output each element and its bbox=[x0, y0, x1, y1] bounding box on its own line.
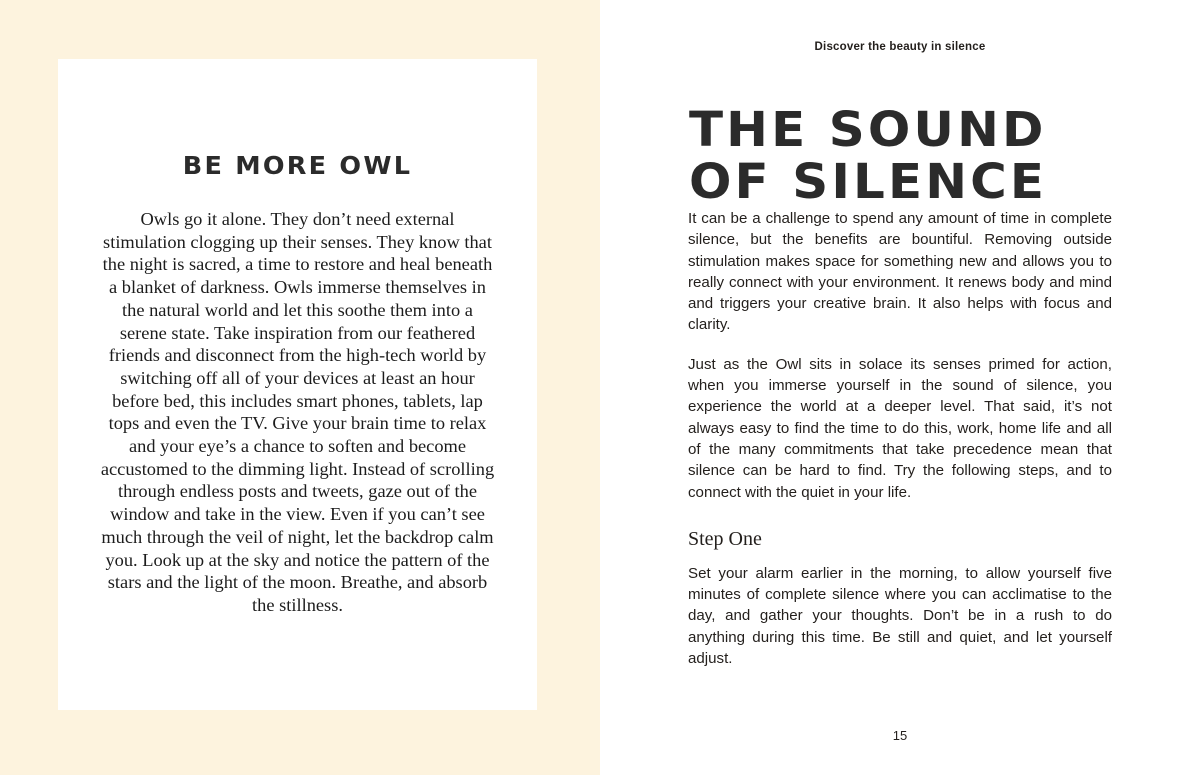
chapter-title-line-1: THE SOUND bbox=[689, 102, 1047, 159]
callout-card bbox=[58, 59, 537, 710]
body-paragraph-2: Just as the Owl sits in solace its senses primed for action, when you immerse yourself in the sound of silence, you experience the world at a deeper level. That said, it’s not always easy to find the time to do this, work, home life and all of the many commitments that take precedence mean that silence can be hard to find. Try the following steps, and to connect with the quiet in your life. bbox=[688, 355, 1112, 501]
callout-heading: BE MORE OWL bbox=[182, 151, 413, 180]
body-column bbox=[688, 208, 1112, 669]
body-paragraph-1: It can be a challenge to spend any amount of time in complete silence, but the benefits are bountiful. Removing outside stimulation makes space for something new and allows you to really connect with your environment. It renews body and mind and triggers your creative brain. It also helps with focus and clarity. bbox=[688, 210, 1112, 334]
right-page bbox=[600, 0, 1200, 775]
chapter-title-line-2: OF SILENCE bbox=[689, 154, 1048, 211]
section-subheading: Step One bbox=[688, 527, 762, 550]
running-head: Discover the beauty in silence bbox=[814, 41, 986, 53]
body-paragraph-3: Set your alarm earlier in the morning, to allow yourself five minutes of complete silence where you can acclimatise to the day, and gather your thoughts. Don’t be in a rush to do anything during this time. Be still and quiet, and let yourself adjust. bbox=[688, 564, 1112, 668]
page-title bbox=[689, 102, 1136, 211]
callout-body-text: Owls go it alone. They don’t need external stimulation clogging up their senses. They know that the night is sacred, a time to restore and heal beneath a blanket of darkness. Owls immerse themselves in the natural world and let this soothe them into a serene state. Take inspiration from our feathered friends and disconnect from the high-tech world by switching off all of your devices at least an hour before bed, this includes smart phones, tablets, lap tops and even the TV. Give your brain time to relax and your eye’s a chance to soften and become accustomed to the dimming light. Instead of scrolling through endless posts and tweets, gaze out of the window and take in the view. Even if you can’t see much through the veil of night, let the backdrop calm you. Look up at the sky and notice the pattern of the stars and the light of the moon. Breathe, and absorb the stillness. bbox=[100, 209, 495, 615]
page-number: 15 bbox=[892, 728, 908, 743]
